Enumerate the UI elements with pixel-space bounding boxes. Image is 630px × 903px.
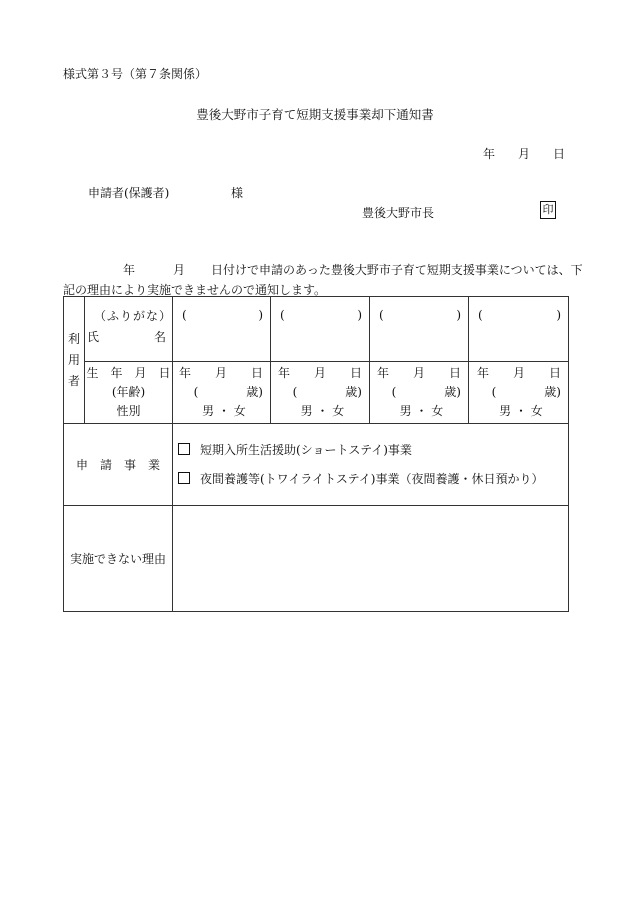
checkbox-icon[interactable]: [178, 443, 190, 455]
applicant-info-table: [63, 296, 569, 612]
gender-choice[interactable]: 男 ・ 女: [499, 404, 543, 418]
gender-choice[interactable]: 男 ・ 女: [300, 404, 345, 418]
birth-row: [64, 362, 569, 424]
age: ( 歳): [391, 385, 461, 399]
name-field-1[interactable]: ( ): [173, 297, 271, 362]
service-label: 申 請 事 業: [64, 424, 173, 506]
user-label-char-3: 者: [67, 373, 80, 388]
issue-date: [483, 145, 565, 162]
date-month: 月: [518, 147, 531, 161]
document-title: 豊後大野市子育て短期支援事業却下通知書: [196, 107, 434, 122]
furigana-row: [64, 297, 569, 362]
name-label-2: 名: [153, 330, 166, 344]
user-label-char-2: 用: [67, 352, 80, 367]
service-option-twilightstay[interactable]: [173, 465, 568, 494]
birth-field-3[interactable]: [370, 362, 469, 424]
body-line-1: [123, 261, 583, 278]
name-field-2[interactable]: ( ): [271, 297, 370, 362]
name-field-3[interactable]: ( ): [370, 297, 469, 362]
age: ( 歳): [491, 385, 561, 399]
name-field-4[interactable]: ( ): [469, 297, 569, 362]
body-month: 月: [173, 263, 186, 277]
birth-label-cell: [85, 362, 173, 424]
furigana-label: （ふりがな）: [93, 309, 172, 323]
reason-label: 実施できない理由: [64, 506, 173, 612]
service-row: [64, 424, 569, 506]
birth-label-2: (年齢): [111, 385, 146, 399]
service-option-label: 短期入所生活援助(ショートステイ)事業: [200, 442, 412, 457]
reason-row: [64, 506, 569, 612]
checkbox-icon[interactable]: [178, 472, 190, 484]
service-option-label: 夜間養護等(トワイライトステイ)事業（夜間養護・休日預かり）: [200, 471, 544, 486]
applicant-honorific: 様: [231, 186, 244, 200]
body-text: 日付けで申請のあった豊後大野市子育て短期支援事業については、下: [211, 263, 583, 277]
birth-field-4[interactable]: [469, 362, 569, 424]
seal-mark: 印: [540, 201, 556, 219]
user-label: [64, 297, 85, 424]
user-label-char-1: 利: [67, 331, 80, 346]
reason-field[interactable]: [173, 506, 569, 612]
body-year: 年: [123, 263, 136, 277]
birth-date: 年 月 日: [376, 366, 461, 380]
date-day: 日: [553, 147, 566, 161]
mayor-title: 豊後大野市長: [362, 206, 435, 220]
age: ( 歳): [292, 385, 362, 399]
birth-label-3: 性別: [116, 404, 141, 418]
birth-field-2[interactable]: [271, 362, 370, 424]
name-label-cell: [85, 297, 173, 362]
age: ( 歳): [193, 385, 263, 399]
birth-label-1: 生 年 月 日: [86, 366, 171, 380]
birth-date: 年 月 日: [178, 366, 263, 380]
birth-field-1[interactable]: [173, 362, 271, 424]
applicant-label: 申請者(保護者): [88, 186, 170, 200]
birth-date: 年 月 日: [476, 366, 561, 380]
service-options: [173, 424, 569, 506]
service-option-shortstay[interactable]: [173, 436, 568, 465]
form-number: 様式第３号（第７条関係）: [63, 67, 208, 81]
date-year: 年: [483, 147, 496, 161]
body-line-2: 記の理由により実施できませんので通知します。: [63, 283, 327, 297]
gender-choice[interactable]: 男 ・ 女: [399, 404, 444, 418]
name-label-1: 氏: [87, 330, 100, 344]
gender-choice[interactable]: 男 ・ 女: [202, 404, 246, 418]
birth-date: 年 月 日: [277, 366, 362, 380]
